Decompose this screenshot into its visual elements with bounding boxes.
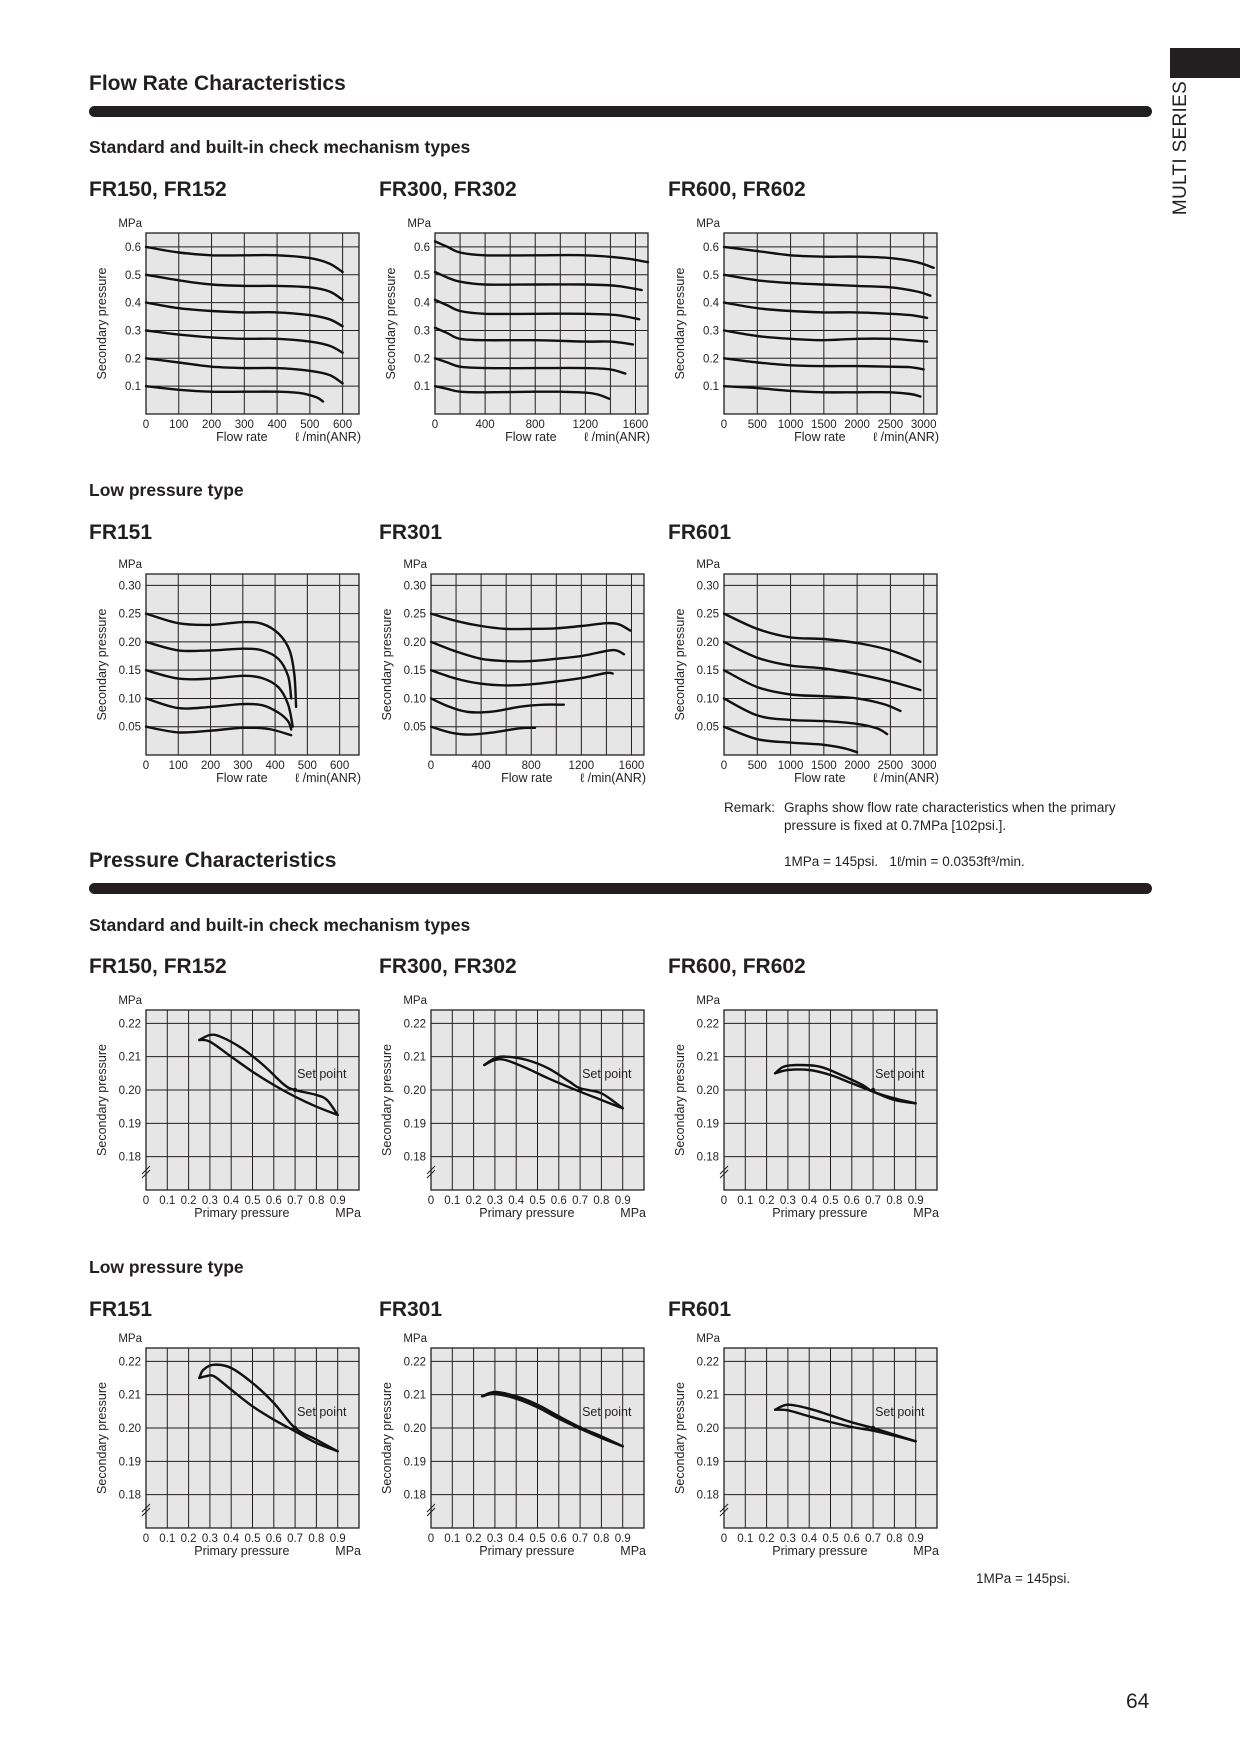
y-tick-label: 0.18 <box>118 1151 141 1164</box>
x-tick-label: 1500 <box>811 760 837 772</box>
set-point-label: Set point <box>297 1067 347 1081</box>
set-point-label: Set point <box>297 1405 347 1419</box>
flow-fr151-title: FR151 <box>89 521 153 544</box>
plot-background <box>435 233 648 414</box>
x-axis-label: Primary pressure <box>772 1206 868 1220</box>
x-tick-label: 100 <box>168 760 188 772</box>
x-tick-label: 0.3 <box>779 1195 796 1207</box>
y-tick-label: 0.19 <box>403 1118 426 1131</box>
y-tick-label: 0.10 <box>403 693 426 706</box>
x-tick-label: 0 <box>427 1195 435 1207</box>
x-tick-label: 0 <box>427 1533 435 1545</box>
x-unit-label: MPa <box>335 1544 361 1558</box>
x-tick-label: 0.3 <box>779 1533 796 1545</box>
x-tick-label: 3000 <box>910 419 937 431</box>
y-tick-label: 0.18 <box>403 1151 426 1164</box>
x-tick-label: 0.8 <box>308 1195 325 1207</box>
x-tick-label: 100 <box>169 419 189 431</box>
x-tick-label: 200 <box>200 760 221 772</box>
y-tick-label: 0.21 <box>118 1051 141 1064</box>
y-tick-label: 0.3 <box>414 325 430 338</box>
x-tick-label: 1000 <box>777 419 804 431</box>
y-unit-label: MPa <box>696 995 720 1007</box>
pressure-low-subtitle: Low pressure type <box>89 1257 244 1277</box>
y-tick-label: 0.21 <box>403 1051 426 1064</box>
y-axis-label: Secondary pressure <box>673 267 687 380</box>
y-tick-label: 0.05 <box>696 721 719 734</box>
x-tick-label: 0.5 <box>244 1195 261 1207</box>
x-tick-label: 600 <box>330 760 350 772</box>
y-tick-label: 0.15 <box>696 665 719 678</box>
x-tick-label: 0.1 <box>159 1195 176 1207</box>
x-tick-label: 1600 <box>618 760 645 772</box>
y-tick-label: 0.20 <box>696 636 719 649</box>
x-tick-label: 0.3 <box>486 1533 503 1545</box>
x-tick-label: 0.7 <box>287 1533 304 1545</box>
x-axis-label: Primary pressure <box>479 1544 575 1558</box>
x-tick-label: 0.7 <box>572 1195 589 1207</box>
pressure-section-title: Pressure Characteristics <box>89 849 337 872</box>
x-tick-label: 0.8 <box>308 1533 325 1545</box>
plot-area <box>380 995 646 1220</box>
flow-standard-subtitle: Standard and built-in check mechanism types <box>89 137 471 157</box>
x-tick-label: 0 <box>142 419 150 431</box>
set-point-marker <box>871 1088 875 1092</box>
y-axis-label: Secondary pressure <box>384 267 398 380</box>
x-tick-label: 0.2 <box>758 1533 775 1545</box>
series-tab-marker <box>1170 48 1240 78</box>
y-tick-label: 0.20 <box>403 1085 426 1097</box>
x-tick-label: 0.5 <box>529 1533 546 1545</box>
plot-area <box>673 218 939 444</box>
page-number: 64 <box>1126 1690 1150 1713</box>
y-tick-label: 0.20 <box>403 1423 426 1435</box>
x-unit-label: ℓ /min(ANR) <box>295 771 361 785</box>
pres-fr151-chart <box>76 1318 399 1568</box>
x-tick-label: 0.3 <box>201 1533 218 1545</box>
y-tick-label: 0.18 <box>696 1151 719 1164</box>
y-axis-label: Secondary pressure <box>95 1044 109 1156</box>
x-tick-label: 200 <box>201 419 222 431</box>
set-point-marker <box>293 1088 297 1092</box>
x-axis-label: Primary pressure <box>194 1206 290 1220</box>
y-tick-label: 0.22 <box>403 1018 426 1031</box>
flow-fr150-title: FR150, FR152 <box>89 178 227 201</box>
y-unit-label: MPa <box>696 218 720 230</box>
x-tick-label: 0.2 <box>465 1195 482 1207</box>
y-tick-label: 0.19 <box>696 1456 719 1469</box>
x-tick-label: 800 <box>525 419 545 431</box>
y-unit-label: MPa <box>118 1333 142 1345</box>
y-axis-label: Secondary pressure <box>95 1382 109 1494</box>
plot-area <box>384 218 650 444</box>
y-axis-label: Secondary pressure <box>673 608 687 721</box>
y-tick-label: 0.22 <box>118 1018 141 1031</box>
y-tick-label: 0.20 <box>118 636 141 649</box>
x-tick-label: 0 <box>142 1533 150 1545</box>
x-tick-label: 600 <box>333 419 353 431</box>
y-axis-label: Secondary pressure <box>95 267 109 380</box>
x-tick-label: 0.7 <box>287 1195 304 1207</box>
remark-label: Remark: <box>724 800 776 815</box>
x-tick-label: 0 <box>720 1533 728 1545</box>
y-tick-label: 0.3 <box>703 325 719 338</box>
x-unit-label: ℓ /min(ANR) <box>873 430 939 444</box>
pres-fr150-title: FR150, FR152 <box>89 955 227 978</box>
x-tick-label: 3000 <box>910 760 937 772</box>
y-unit-label: MPa <box>696 1333 720 1345</box>
plot-background <box>724 574 937 755</box>
x-tick-label: 400 <box>471 760 491 772</box>
set-point-marker <box>578 1426 582 1430</box>
x-tick-label: 0.9 <box>614 1195 631 1207</box>
x-tick-label: 0.4 <box>223 1195 240 1207</box>
flow-fr301-chart <box>361 544 684 795</box>
y-tick-label: 0.20 <box>118 1423 141 1435</box>
y-tick-label: 0.25 <box>118 608 141 621</box>
x-tick-label: 0.8 <box>593 1195 610 1207</box>
x-tick-label: 1000 <box>777 760 804 772</box>
x-unit-label: ℓ /min(ANR) <box>873 771 939 785</box>
pres-fr601-title: FR601 <box>668 1298 732 1321</box>
plot-area <box>673 1333 939 1558</box>
y-tick-label: 0.3 <box>125 325 141 338</box>
x-tick-label: 2500 <box>877 419 904 431</box>
plot-area <box>95 995 361 1220</box>
y-unit-label: MPa <box>407 218 431 230</box>
x-tick-label: 0.6 <box>550 1195 567 1207</box>
set-point-label: Set point <box>875 1405 925 1419</box>
x-unit-label: MPa <box>913 1544 939 1558</box>
pres-fr151-title: FR151 <box>89 1298 153 1321</box>
x-unit-label: MPa <box>620 1206 646 1220</box>
set-point-marker <box>578 1088 582 1092</box>
x-tick-label: 0.6 <box>843 1195 860 1207</box>
y-tick-label: 0.6 <box>703 241 719 254</box>
y-tick-label: 0.21 <box>118 1389 141 1402</box>
y-tick-label: 0.2 <box>414 353 430 366</box>
y-tick-label: 0.21 <box>696 1051 719 1064</box>
y-tick-label: 0.5 <box>703 269 719 282</box>
flow-fr150-chart <box>76 203 399 454</box>
x-tick-label: 0 <box>720 1195 728 1207</box>
x-tick-label: 500 <box>747 419 767 431</box>
y-tick-label: 0.18 <box>696 1489 719 1502</box>
x-tick-label: 0.1 <box>444 1533 461 1545</box>
x-unit-label: ℓ /min(ANR) <box>295 430 361 444</box>
flow-fr151-chart <box>76 544 399 795</box>
y-tick-label: 0.1 <box>703 381 719 394</box>
pressure-section-rule <box>89 883 1152 894</box>
x-tick-label: 0.9 <box>329 1533 346 1545</box>
x-tick-label: 500 <box>300 419 320 431</box>
y-unit-label: MPa <box>403 995 427 1007</box>
y-tick-label: 0.21 <box>696 1389 719 1402</box>
set-point-marker <box>871 1426 875 1430</box>
pres-fr300-chart <box>361 980 684 1230</box>
y-tick-label: 0.22 <box>696 1356 719 1369</box>
x-tick-label: 0.4 <box>508 1533 525 1545</box>
x-tick-label: 300 <box>234 419 254 431</box>
x-tick-label: 1600 <box>622 419 649 431</box>
x-tick-label: 0.3 <box>486 1195 503 1207</box>
flow-fr601-chart <box>654 544 977 795</box>
x-axis-label: Flow rate <box>216 771 268 785</box>
y-tick-label: 0.21 <box>403 1389 426 1402</box>
x-axis-label: Primary pressure <box>772 1544 868 1558</box>
x-tick-label: 0.8 <box>886 1195 903 1207</box>
x-tick-label: 2000 <box>844 760 870 772</box>
x-tick-label: 0.9 <box>907 1195 924 1207</box>
x-tick-label: 0.4 <box>508 1195 525 1207</box>
x-tick-label: 400 <box>475 419 495 431</box>
y-tick-label: 0.20 <box>696 1085 719 1097</box>
x-tick-label: 1500 <box>811 419 837 431</box>
plot-area <box>380 1333 646 1558</box>
y-tick-label: 0.19 <box>118 1118 141 1131</box>
x-tick-label: 0.1 <box>737 1533 754 1545</box>
plot-area <box>673 995 939 1220</box>
plot-background <box>146 233 359 414</box>
flow-fr300-chart <box>365 203 688 454</box>
x-tick-label: 0.5 <box>529 1195 546 1207</box>
x-tick-label: 500 <box>297 760 317 772</box>
x-tick-label: 0 <box>720 760 728 772</box>
y-unit-label: MPa <box>118 218 142 230</box>
x-tick-label: 300 <box>233 760 253 772</box>
y-tick-label: 0.19 <box>403 1456 426 1469</box>
x-axis-label: Flow rate <box>794 430 846 444</box>
y-tick-label: 0.05 <box>403 721 426 734</box>
x-tick-label: 0.4 <box>801 1195 818 1207</box>
x-tick-label: 0.6 <box>265 1195 282 1207</box>
x-tick-label: 0.7 <box>865 1195 882 1207</box>
y-tick-label: 0.2 <box>125 353 141 366</box>
x-tick-label: 0.6 <box>550 1533 567 1545</box>
y-tick-label: 0.4 <box>125 297 141 310</box>
y-tick-label: 0.19 <box>118 1456 141 1469</box>
pres-fr601-chart <box>654 1318 977 1568</box>
y-unit-label: MPa <box>118 559 142 571</box>
y-tick-label: 0.1 <box>125 381 141 394</box>
y-tick-label: 0.20 <box>403 636 426 649</box>
x-tick-label: 800 <box>521 760 541 772</box>
y-axis-label: Secondary pressure <box>95 608 109 721</box>
x-unit-label: MPa <box>620 1544 646 1558</box>
x-tick-label: 0.4 <box>223 1533 240 1545</box>
x-tick-label: 0.2 <box>180 1533 197 1545</box>
x-tick-label: 0.1 <box>444 1195 461 1207</box>
set-point-label: Set point <box>582 1067 632 1081</box>
y-tick-label: 0.22 <box>403 1356 426 1369</box>
pres-fr150-chart <box>76 980 399 1230</box>
x-tick-label: 0.8 <box>886 1533 903 1545</box>
x-tick-label: 0.1 <box>159 1533 176 1545</box>
y-tick-label: 0.05 <box>118 721 141 734</box>
remark-line-2: pressure is fixed at 0.7MPa [102psi.]. <box>784 818 1007 833</box>
x-tick-label: 0.6 <box>265 1533 282 1545</box>
y-tick-label: 0.30 <box>118 580 141 593</box>
y-unit-label: MPa <box>696 559 720 571</box>
y-tick-label: 0.20 <box>118 1085 141 1097</box>
plot-area <box>673 559 939 785</box>
plot-area <box>380 559 646 785</box>
y-tick-label: 0.5 <box>414 269 430 282</box>
x-tick-label: 0 <box>427 760 435 772</box>
x-tick-label: 0.5 <box>244 1533 261 1545</box>
x-tick-label: 0 <box>142 1195 150 1207</box>
x-axis-label: Flow rate <box>501 771 553 785</box>
x-tick-label: 0.9 <box>329 1195 346 1207</box>
x-axis-label: Flow rate <box>505 430 557 444</box>
y-axis-label: Secondary pressure <box>673 1382 687 1494</box>
y-tick-label: 0.1 <box>414 381 430 394</box>
y-tick-label: 0.15 <box>118 665 141 678</box>
x-tick-label: 0.5 <box>822 1533 839 1545</box>
x-axis-label: Primary pressure <box>194 1544 290 1558</box>
series-side-label-text: MULTI SERIES <box>1170 80 1191 216</box>
flow-section-rule <box>89 106 1152 117</box>
set-point-label: Set point <box>582 1405 632 1419</box>
x-axis-label: Flow rate <box>794 771 846 785</box>
x-tick-label: 400 <box>267 419 287 431</box>
x-unit-label: MPa <box>335 1206 361 1220</box>
x-tick-label: 0 <box>720 419 728 431</box>
flow-fr601-title: FR601 <box>668 521 732 544</box>
y-tick-label: 0.6 <box>414 241 430 254</box>
y-tick-label: 0.2 <box>703 353 719 366</box>
x-tick-label: 0.4 <box>801 1533 818 1545</box>
y-tick-label: 0.15 <box>403 665 426 678</box>
y-tick-label: 0.20 <box>696 1423 719 1435</box>
pres-fr301-title: FR301 <box>379 1298 443 1321</box>
plot-area <box>95 559 361 785</box>
y-tick-label: 0.25 <box>403 608 426 621</box>
y-axis-label: Secondary pressure <box>380 1382 394 1494</box>
x-tick-label: 0 <box>431 419 439 431</box>
x-tick-label: 1200 <box>568 760 595 772</box>
flow-fr300-title: FR300, FR302 <box>379 178 517 201</box>
pres-fr301-chart <box>361 1318 684 1568</box>
x-unit-label: ℓ /min(ANR) <box>584 430 650 444</box>
set-point-label: Set point <box>875 1067 925 1081</box>
y-unit-label: MPa <box>403 1333 427 1345</box>
y-unit-label: MPa <box>403 559 427 571</box>
y-tick-label: 0.10 <box>118 693 141 706</box>
x-tick-label: 0.8 <box>593 1533 610 1545</box>
pres-fr600-chart <box>654 980 977 1230</box>
x-tick-label: 0 <box>142 760 150 772</box>
series-side-label <box>1166 80 1196 216</box>
y-tick-label: 0.30 <box>403 580 426 593</box>
y-tick-label: 0.30 <box>696 580 719 593</box>
x-tick-label: 1200 <box>572 419 599 431</box>
y-tick-label: 0.10 <box>696 693 719 706</box>
flow-fr301-title: FR301 <box>379 521 443 544</box>
pres-fr300-title: FR300, FR302 <box>379 955 517 978</box>
x-tick-label: 0.7 <box>865 1533 882 1545</box>
flow-low-subtitle: Low pressure type <box>89 480 244 500</box>
y-tick-label: 0.18 <box>403 1489 426 1502</box>
pressure-standard-subtitle: Standard and built-in check mechanism types <box>89 915 471 935</box>
y-axis-label: Secondary pressure <box>380 608 394 721</box>
set-point-marker <box>293 1426 297 1430</box>
x-axis-label: Flow rate <box>216 430 268 444</box>
x-tick-label: 0.7 <box>572 1533 589 1545</box>
x-tick-label: 0.5 <box>822 1195 839 1207</box>
y-tick-label: 0.19 <box>696 1118 719 1131</box>
plot-area <box>95 1333 361 1558</box>
y-tick-label: 0.25 <box>696 608 719 621</box>
remark-line-1: Graphs show flow rate characteristics when the primary <box>784 800 1116 815</box>
x-unit-label: MPa <box>913 1206 939 1220</box>
x-tick-label: 0.2 <box>180 1195 197 1207</box>
x-tick-label: 0.3 <box>201 1195 218 1207</box>
x-tick-label: 0.9 <box>614 1533 631 1545</box>
x-tick-label: 0.2 <box>465 1533 482 1545</box>
y-tick-label: 0.22 <box>696 1018 719 1031</box>
x-tick-label: 2000 <box>844 419 870 431</box>
y-tick-label: 0.22 <box>118 1356 141 1369</box>
flow-unit-conversion: 1MPa = 145psi. 1ℓ/min = 0.0353ft³/min. <box>784 854 1025 869</box>
pres-fr600-title: FR600, FR602 <box>668 955 806 978</box>
y-tick-label: 0.5 <box>125 269 141 282</box>
y-tick-label: 0.4 <box>703 297 719 310</box>
x-tick-label: 0.9 <box>907 1533 924 1545</box>
x-tick-label: 0.2 <box>758 1195 775 1207</box>
x-tick-label: 500 <box>747 760 767 772</box>
x-unit-label: ℓ /min(ANR) <box>580 771 646 785</box>
flow-section-title: Flow Rate Characteristics <box>89 72 346 95</box>
y-unit-label: MPa <box>118 995 142 1007</box>
x-tick-label: 400 <box>265 760 285 772</box>
y-tick-label: 0.4 <box>414 297 430 310</box>
plot-background <box>431 574 644 755</box>
y-tick-label: 0.18 <box>118 1489 141 1502</box>
y-axis-label: Secondary pressure <box>380 1044 394 1156</box>
flow-fr600-title: FR600, FR602 <box>668 178 806 201</box>
y-tick-label: 0.6 <box>125 241 141 254</box>
plot-area <box>95 218 361 444</box>
x-tick-label: 2500 <box>877 760 904 772</box>
x-axis-label: Primary pressure <box>479 1206 575 1220</box>
x-tick-label: 0.1 <box>737 1195 754 1207</box>
flow-fr600-chart <box>654 203 977 454</box>
y-axis-label: Secondary pressure <box>673 1044 687 1156</box>
pressure-unit-conversion: 1MPa = 145psi. <box>976 1571 1071 1586</box>
x-tick-label: 0.6 <box>843 1533 860 1545</box>
